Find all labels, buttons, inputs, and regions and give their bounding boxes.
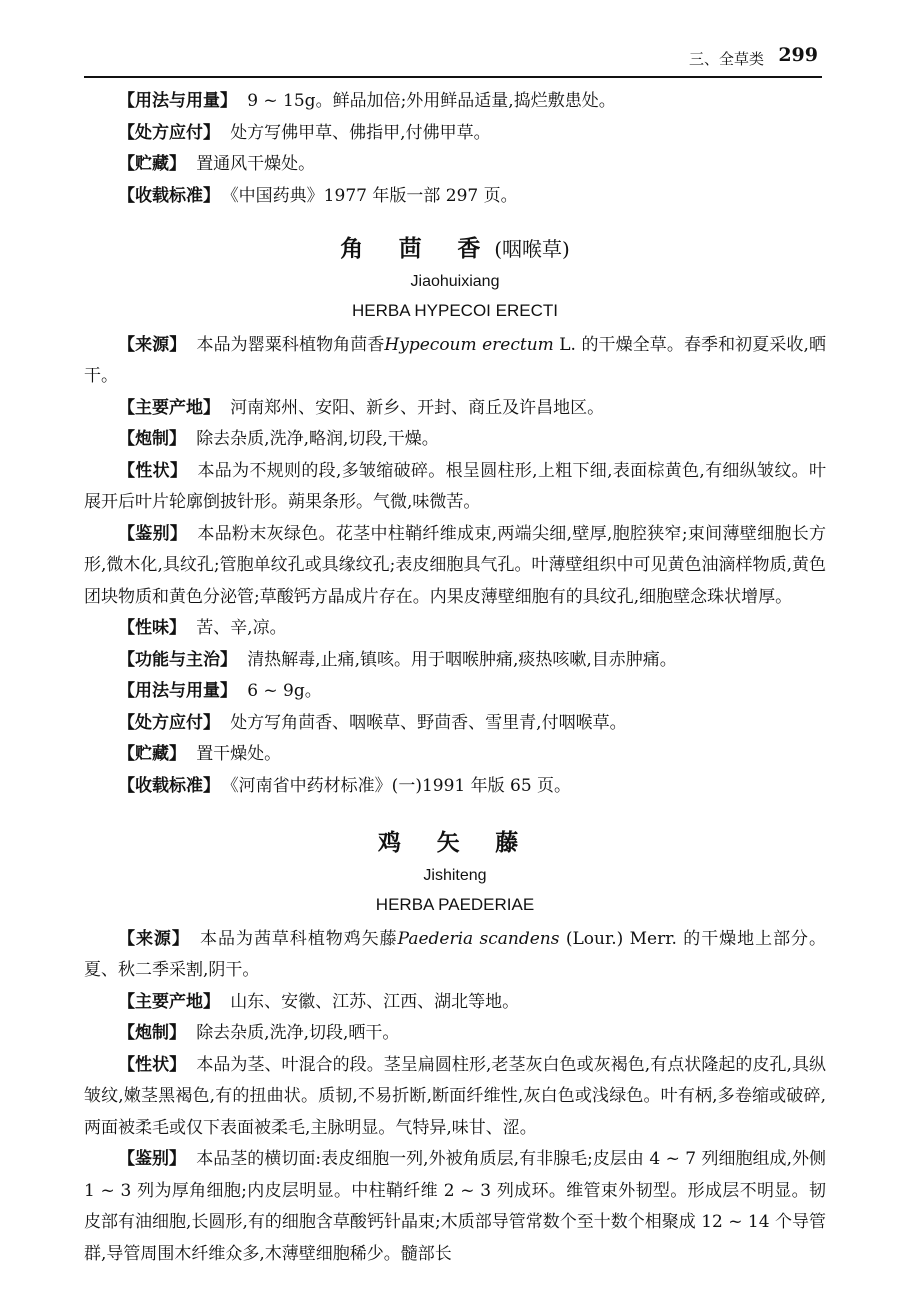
source-paragraph	[84, 330, 826, 393]
processing-paragraph	[84, 424, 826, 456]
field-label: 【用法与用量】	[118, 91, 237, 111]
section-title: 三、全草类	[688, 50, 764, 68]
field-label: 【性味】	[118, 618, 186, 638]
source-text: 本品为茜草科植物鸡矢藤	[200, 928, 398, 949]
entry-title-cn: 角 茴 香	[340, 236, 495, 262]
field-text: 《河南省中药材标准》(一)1991 年版 65 页。	[230, 775, 572, 796]
entry-title-alt: (咽喉草)	[494, 237, 570, 261]
field-text: 清热解毒,止痛,镇咳。用于咽喉肿痛,痰热咳嗽,目赤肿痛。	[247, 649, 677, 670]
origin-paragraph	[84, 987, 826, 1019]
field-label: 【收载标准】	[118, 185, 220, 206]
spacer	[84, 212, 826, 234]
origin-paragraph	[84, 393, 826, 425]
field-label: 【处方应付】	[118, 122, 220, 143]
field-text: 山东、安徽、江苏、江西、湖北等地。	[230, 991, 520, 1012]
field-text: 河南郑州、安阳、新乡、开封、商丘及许昌地区。	[230, 397, 605, 418]
entry-latin-name: HERBA HYPECOI ERECTI	[352, 300, 558, 320]
source-text: (Lour.) Merr. 的干燥地上部分。夏、秋二季采割,阴干。	[84, 928, 826, 980]
prev-prescription	[84, 118, 826, 150]
processing-paragraph	[84, 1018, 826, 1050]
field-label: 【性状】	[118, 460, 188, 481]
prev-standard	[84, 181, 826, 213]
entry-title-cn: 鸡 矢 藤	[377, 830, 532, 856]
source-text: L. 的干燥全草。春季和初夏采收,晒干。	[84, 334, 826, 386]
field-text: 处方写角茴香、咽喉草、野茴香、雪里青,付咽喉草。	[230, 712, 627, 733]
field-label: 【来源】	[118, 334, 187, 355]
entry-title	[84, 828, 826, 862]
field-text: 本品为不规则的段,多皱缩破碎。根呈圆柱形,上粗下细,表面棕黄色,有细纵皱纹。叶展开后叶片轮廓倒披针形。蒴果条形。气微,味微苦。	[84, 460, 826, 512]
identification-paragraph	[84, 1144, 826, 1270]
field-label: 【功能与主治】	[118, 649, 237, 670]
field-label: 【主要产地】	[118, 991, 220, 1012]
standard-paragraph	[84, 771, 826, 803]
usage-paragraph	[84, 676, 826, 708]
field-text: 置干燥处。	[196, 744, 282, 764]
species-name: Hypecoum erectum	[384, 334, 554, 355]
field-text: 本品粉末灰绿色。花茎中柱鞘纤维成束,两端尖细,壁厚,胞腔狭窄;束间薄壁细胞长方形,微木化,具纹孔;管胞单纹孔或具缘纹孔;表皮细胞具气孔。叶薄壁组织中可见黄色油滴样物质,黄色团块物质和黄色分泌管;草酸钙方晶成片存在。内果皮薄壁细胞有的具纹孔,细胞壁念珠状增厚。	[84, 523, 827, 607]
prev-usage	[84, 86, 826, 118]
field-text: 除去杂质,洗净,切段,晒干。	[196, 1023, 400, 1043]
page-header	[84, 40, 822, 78]
field-text: 除去杂质,洗净,略润,切段,干燥。	[196, 429, 439, 449]
field-label: 【贮藏】	[118, 154, 186, 174]
field-text: 处方写佛甲草、佛指甲,付佛甲草。	[230, 122, 491, 143]
field-label: 【主要产地】	[118, 397, 220, 418]
field-label: 【鉴别】	[118, 1149, 187, 1169]
entry-title	[84, 234, 826, 268]
species-name: Paederia scandens	[397, 928, 560, 949]
taste-paragraph	[84, 613, 826, 645]
field-label: 【炮制】	[118, 1023, 186, 1043]
field-label: 【收载标准】	[118, 775, 220, 796]
field-text: 6 ~ 9g。	[247, 681, 322, 701]
field-text: 9 ~ 15g。鲜品加倍;外用鲜品适量,捣烂敷患处。	[247, 91, 616, 111]
entry-pinyin: Jiaohuixiang	[410, 272, 500, 290]
prescription-paragraph	[84, 708, 826, 740]
field-label: 【用法与用量】	[118, 681, 237, 701]
function-paragraph	[84, 645, 826, 677]
description-paragraph	[84, 456, 826, 519]
storage-paragraph	[84, 739, 826, 771]
field-text: 本品为茎、叶混合的段。茎呈扁圆柱形,老茎灰白色或灰褐色,有点状隆起的皮孔,具纵皱纹,嫩茎黑褐色,有的扭曲状。质韧,不易折断,断面纤维性,灰白色或浅绿色。叶有柄,多卷缩或破碎,两面被柔毛或仅下表面被柔毛,主脉明显。气特异,味甘、涩。	[84, 1054, 826, 1138]
page-content	[84, 86, 826, 1270]
entry-latin-name: HERBA PAEDERIAE	[375, 894, 535, 914]
description-paragraph	[84, 1050, 826, 1145]
field-label: 【性状】	[118, 1054, 187, 1075]
field-label: 【处方应付】	[118, 712, 220, 733]
entry-pinyin: Jishiteng	[423, 866, 487, 884]
field-text: 置通风干燥处。	[196, 154, 316, 174]
field-label: 【炮制】	[118, 429, 186, 449]
source-text: 本品为罂粟科植物角茴香	[196, 334, 385, 355]
spacer	[84, 802, 826, 828]
field-text: 苦、辛,凉。	[196, 618, 287, 638]
source-paragraph	[84, 924, 826, 987]
identification-paragraph	[84, 519, 826, 614]
field-text: 《中国药典》1977 年版一部 297 页。	[230, 185, 518, 206]
prev-storage	[84, 149, 826, 181]
field-label: 【贮藏】	[118, 744, 186, 764]
field-label: 【来源】	[118, 928, 190, 949]
field-text: 本品茎的横切面:表皮细胞一列,外被角质层,有非腺毛;皮层由 4 ~ 7 列细胞组成,外侧 1 ~ 3 列为厚角细胞;内皮层明显。中柱鞘纤维 2 ~ 3 列成环。维管束外韧型。形成层不明显。韧皮部有油细胞,长圆形,有的细胞含草酸钙针晶束;木质部导管常数个至十数个相聚成 12 ~ 14 个导管群,导管周围木纤维众多,木薄壁细胞稀少。髓部长	[84, 1149, 827, 1264]
field-label: 【鉴别】	[118, 523, 188, 544]
page-number: 299	[778, 44, 818, 66]
